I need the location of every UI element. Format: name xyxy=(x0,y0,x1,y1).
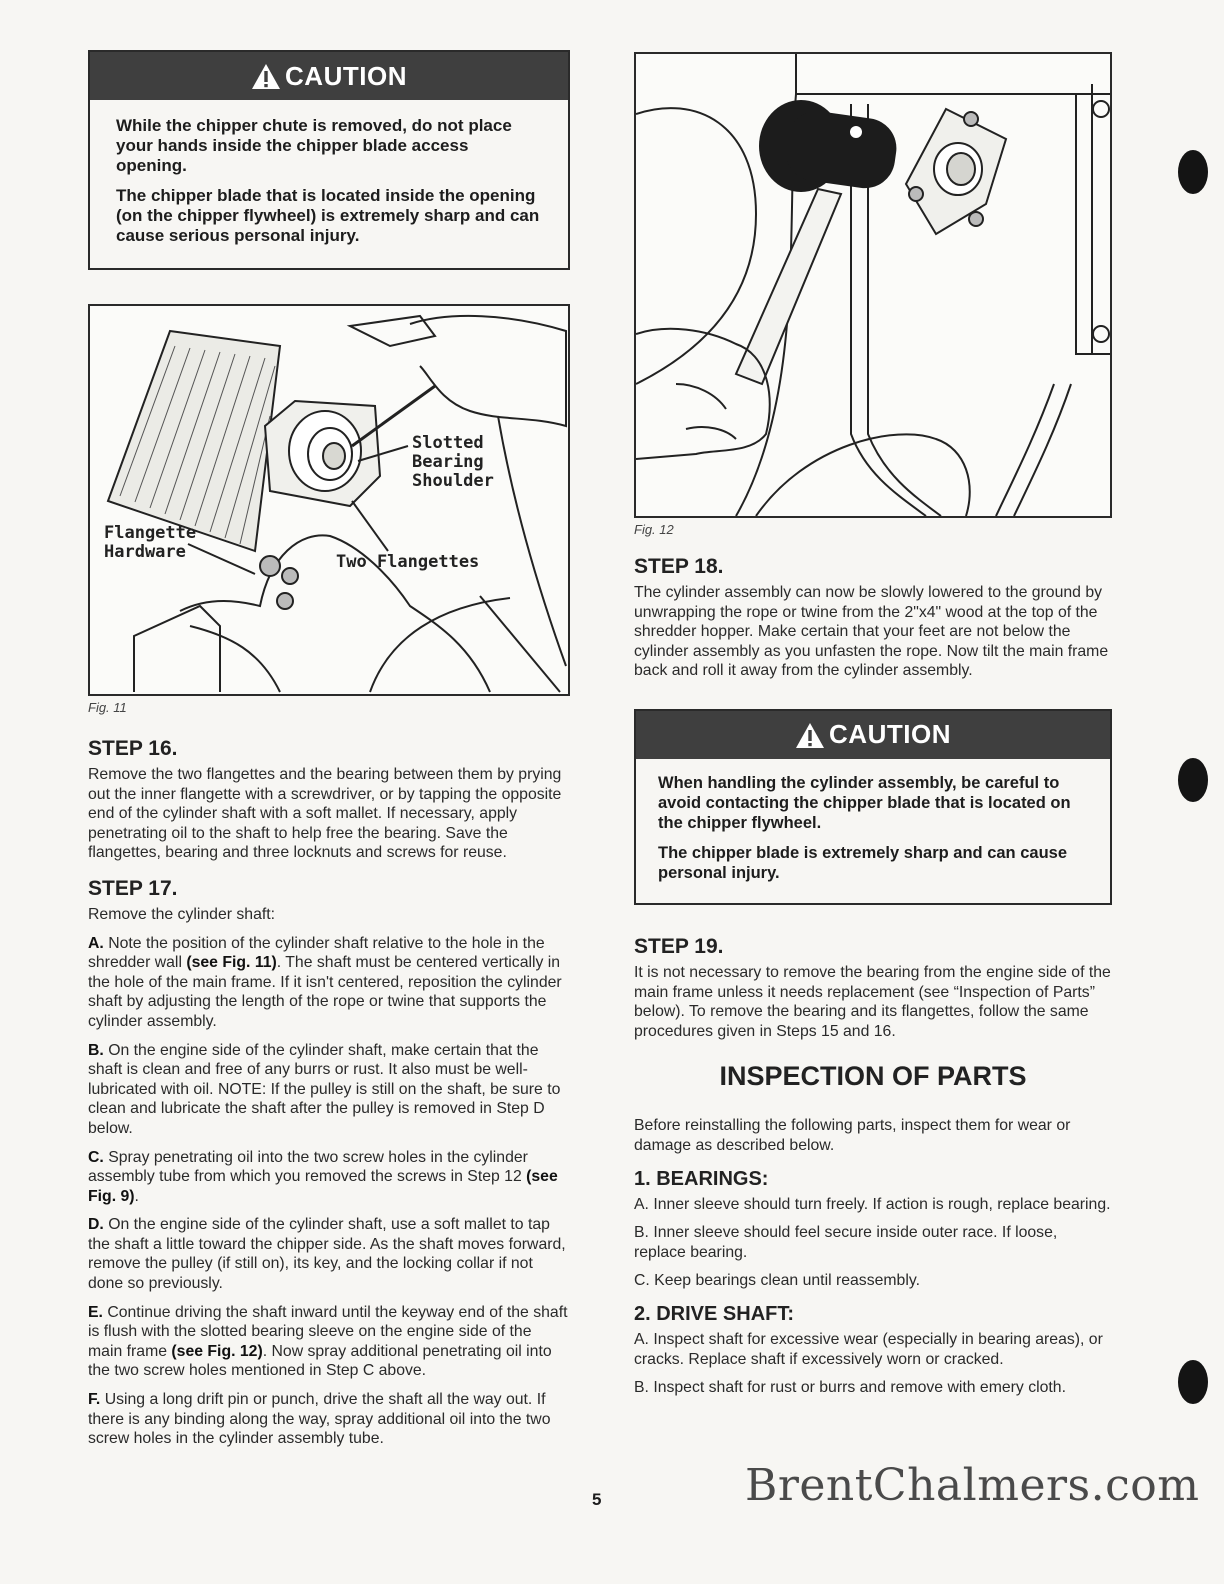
punch-hole xyxy=(1178,150,1208,194)
figure-caption: Fig. 11 xyxy=(88,700,127,715)
punch-hole xyxy=(1178,1360,1208,1404)
inspection-section-title: INSPECTION OF PARTS xyxy=(719,1061,1027,1092)
step-17-item-e: E. Continue driving the shaft inward until the keyway end of the shaft is flush with the slotted bearing sleeve on the engine side of the main frame (see Fig. 12). Now spray additional penetrating oil into the two screw holes mentioned in Step C above. xyxy=(88,1303,568,1380)
right-column xyxy=(634,52,1112,1407)
step-16-text: Remove the two flangettes and the bearing between them by prying out the inner flangette with a screwdriver, or by tapping the opposite end of the cylinder shaft with a soft mallet. If necessary, apply penetrating oil to the shaft to help free the bearing. Save the flangettes, bearing and three locknuts and screws for reuse. xyxy=(88,766,562,862)
figure-12 xyxy=(634,52,1112,518)
step-17-item-b: B. On the engine side of the cylinder shaft, make certain that the shaft is clean and free of any burrs or rust. It also must be well-lubricated with oil. NOTE: If the pulley is still on the shaft, be sure to clean and lubricate the shaft after the pulley is removed in Step D below. xyxy=(88,1041,561,1137)
caution-text: The chipper blade that is located inside the opening (on the chipper flywheel) is extremely sharp and can cause serious personal injury. xyxy=(116,186,540,245)
caution-text: The chipper blade is extremely sharp and can cause personal injury. xyxy=(658,843,1067,882)
step-19-text: It is not necessary to remove the bearing from the engine side of the main frame unless it needs replacement (see “Inspection of Parts” below). To remove the bearing and its flangettes, follow the same procedures given in Steps 15 and 16. xyxy=(634,963,1111,1040)
mallet-shaft-illustration xyxy=(636,54,1110,516)
bearings-subhead: 1. BEARINGS: xyxy=(634,1167,769,1190)
caution-title: CAUTION xyxy=(285,60,407,91)
step-16-title: STEP 16. xyxy=(88,737,178,760)
warning-triangle-icon xyxy=(795,721,825,749)
step-17-title: STEP 17. xyxy=(88,876,178,900)
callout-flangette-hardware: Flangette Hardware xyxy=(104,523,197,562)
caution-box-chute xyxy=(88,50,570,270)
caution-box-cylinder xyxy=(634,709,1112,905)
step-19-title: STEP 19. xyxy=(634,934,724,958)
page-number: 5 xyxy=(592,1490,602,1509)
left-column xyxy=(88,50,570,1458)
caution-text: When handling the cylinder assembly, be careful to avoid contacting the chipper blade that is located on the chipper flywheel. xyxy=(658,773,1071,832)
step-18-title: STEP 18. xyxy=(634,555,724,578)
inspection-intro: Before reinstalling the following parts, inspect them for wear or damage as described below. xyxy=(634,1117,1071,1154)
caution-title: CAUTION xyxy=(829,719,951,750)
callout-two-flangettes: Two Flangettes xyxy=(336,552,480,572)
step-17-item-f: F. Using a long drift pin or punch, drive the shaft all the way out. If there is any binding along the way, spray additional oil into the two screw holes in the cylinder assembly tube. xyxy=(88,1391,551,1448)
caution-header xyxy=(90,52,568,100)
drive-shaft-item: B. Inspect shaft for rust or burrs and remove with emery cloth. xyxy=(634,1379,1066,1397)
figure-caption: Fig. 12 xyxy=(634,522,674,537)
bearings-item: A. Inner sleeve should turn freely. If action is rough, replace bearing. xyxy=(634,1195,1111,1213)
flangette-removal-illustration xyxy=(90,306,568,694)
punch-hole xyxy=(1178,758,1208,802)
caution-text: While the chipper chute is removed, do not place your hands inside the chipper blade access opening. xyxy=(116,116,512,175)
bearings-item: C. Keep bearings clean until reassembly. xyxy=(634,1272,920,1290)
caution-header xyxy=(636,711,1110,759)
step-17-intro: Remove the cylinder shaft: xyxy=(88,905,276,923)
drive-shaft-item: A. Inspect shaft for excessive wear (especially in bearing areas), or cracks. Replace shaft if excessively worn or cracked. xyxy=(634,1330,1103,1368)
step-17-item-a: A. Note the position of the cylinder shaft relative to the hole in the shredder wall (see Fig. 11). The shaft must be centered vertically in the hole of the main frame. If it isn't centered, reposition the cylinder shaft by adjusting the length of the rope or twine that supports the cylinder assembly. xyxy=(88,934,562,1030)
bearings-item: B. Inner sleeve should feel secure inside outer race. If loose, replace bearing. xyxy=(634,1224,1058,1261)
warning-triangle-icon xyxy=(251,62,281,90)
drive-shaft-subhead: 2. DRIVE SHAFT: xyxy=(634,1302,795,1325)
step-17-item-d: D. On the engine side of the cylinder shaft, use a soft mallet to tap the shaft a little toward the chipper side. As the shaft moves forward, remove the pulley (if still on), its key, and the locking collar if not done so previously. xyxy=(88,1216,566,1293)
step-18-text: The cylinder assembly can now be slowly lowered to the ground by unwrapping the rope or twine from the 2"x4" wood at the top of the shredder hopper. Make certain that your feet are not below the cylinder assembly as you unfasten the rope. Now tilt the main frame back and roll it away from the cylinder assembly. xyxy=(634,584,1109,680)
callout-slotted-bearing-shoulder: Slotted Bearing Shoulder xyxy=(412,433,494,491)
step-17-item-c: C. Spray penetrating oil into the two screw holes in the cylinder assembly tube from which you removed the screws in Step 12 (see Fig. 9). xyxy=(88,1148,558,1205)
figure-11 xyxy=(88,304,570,696)
watermark: BrentChalmers.com xyxy=(745,1460,1200,1511)
